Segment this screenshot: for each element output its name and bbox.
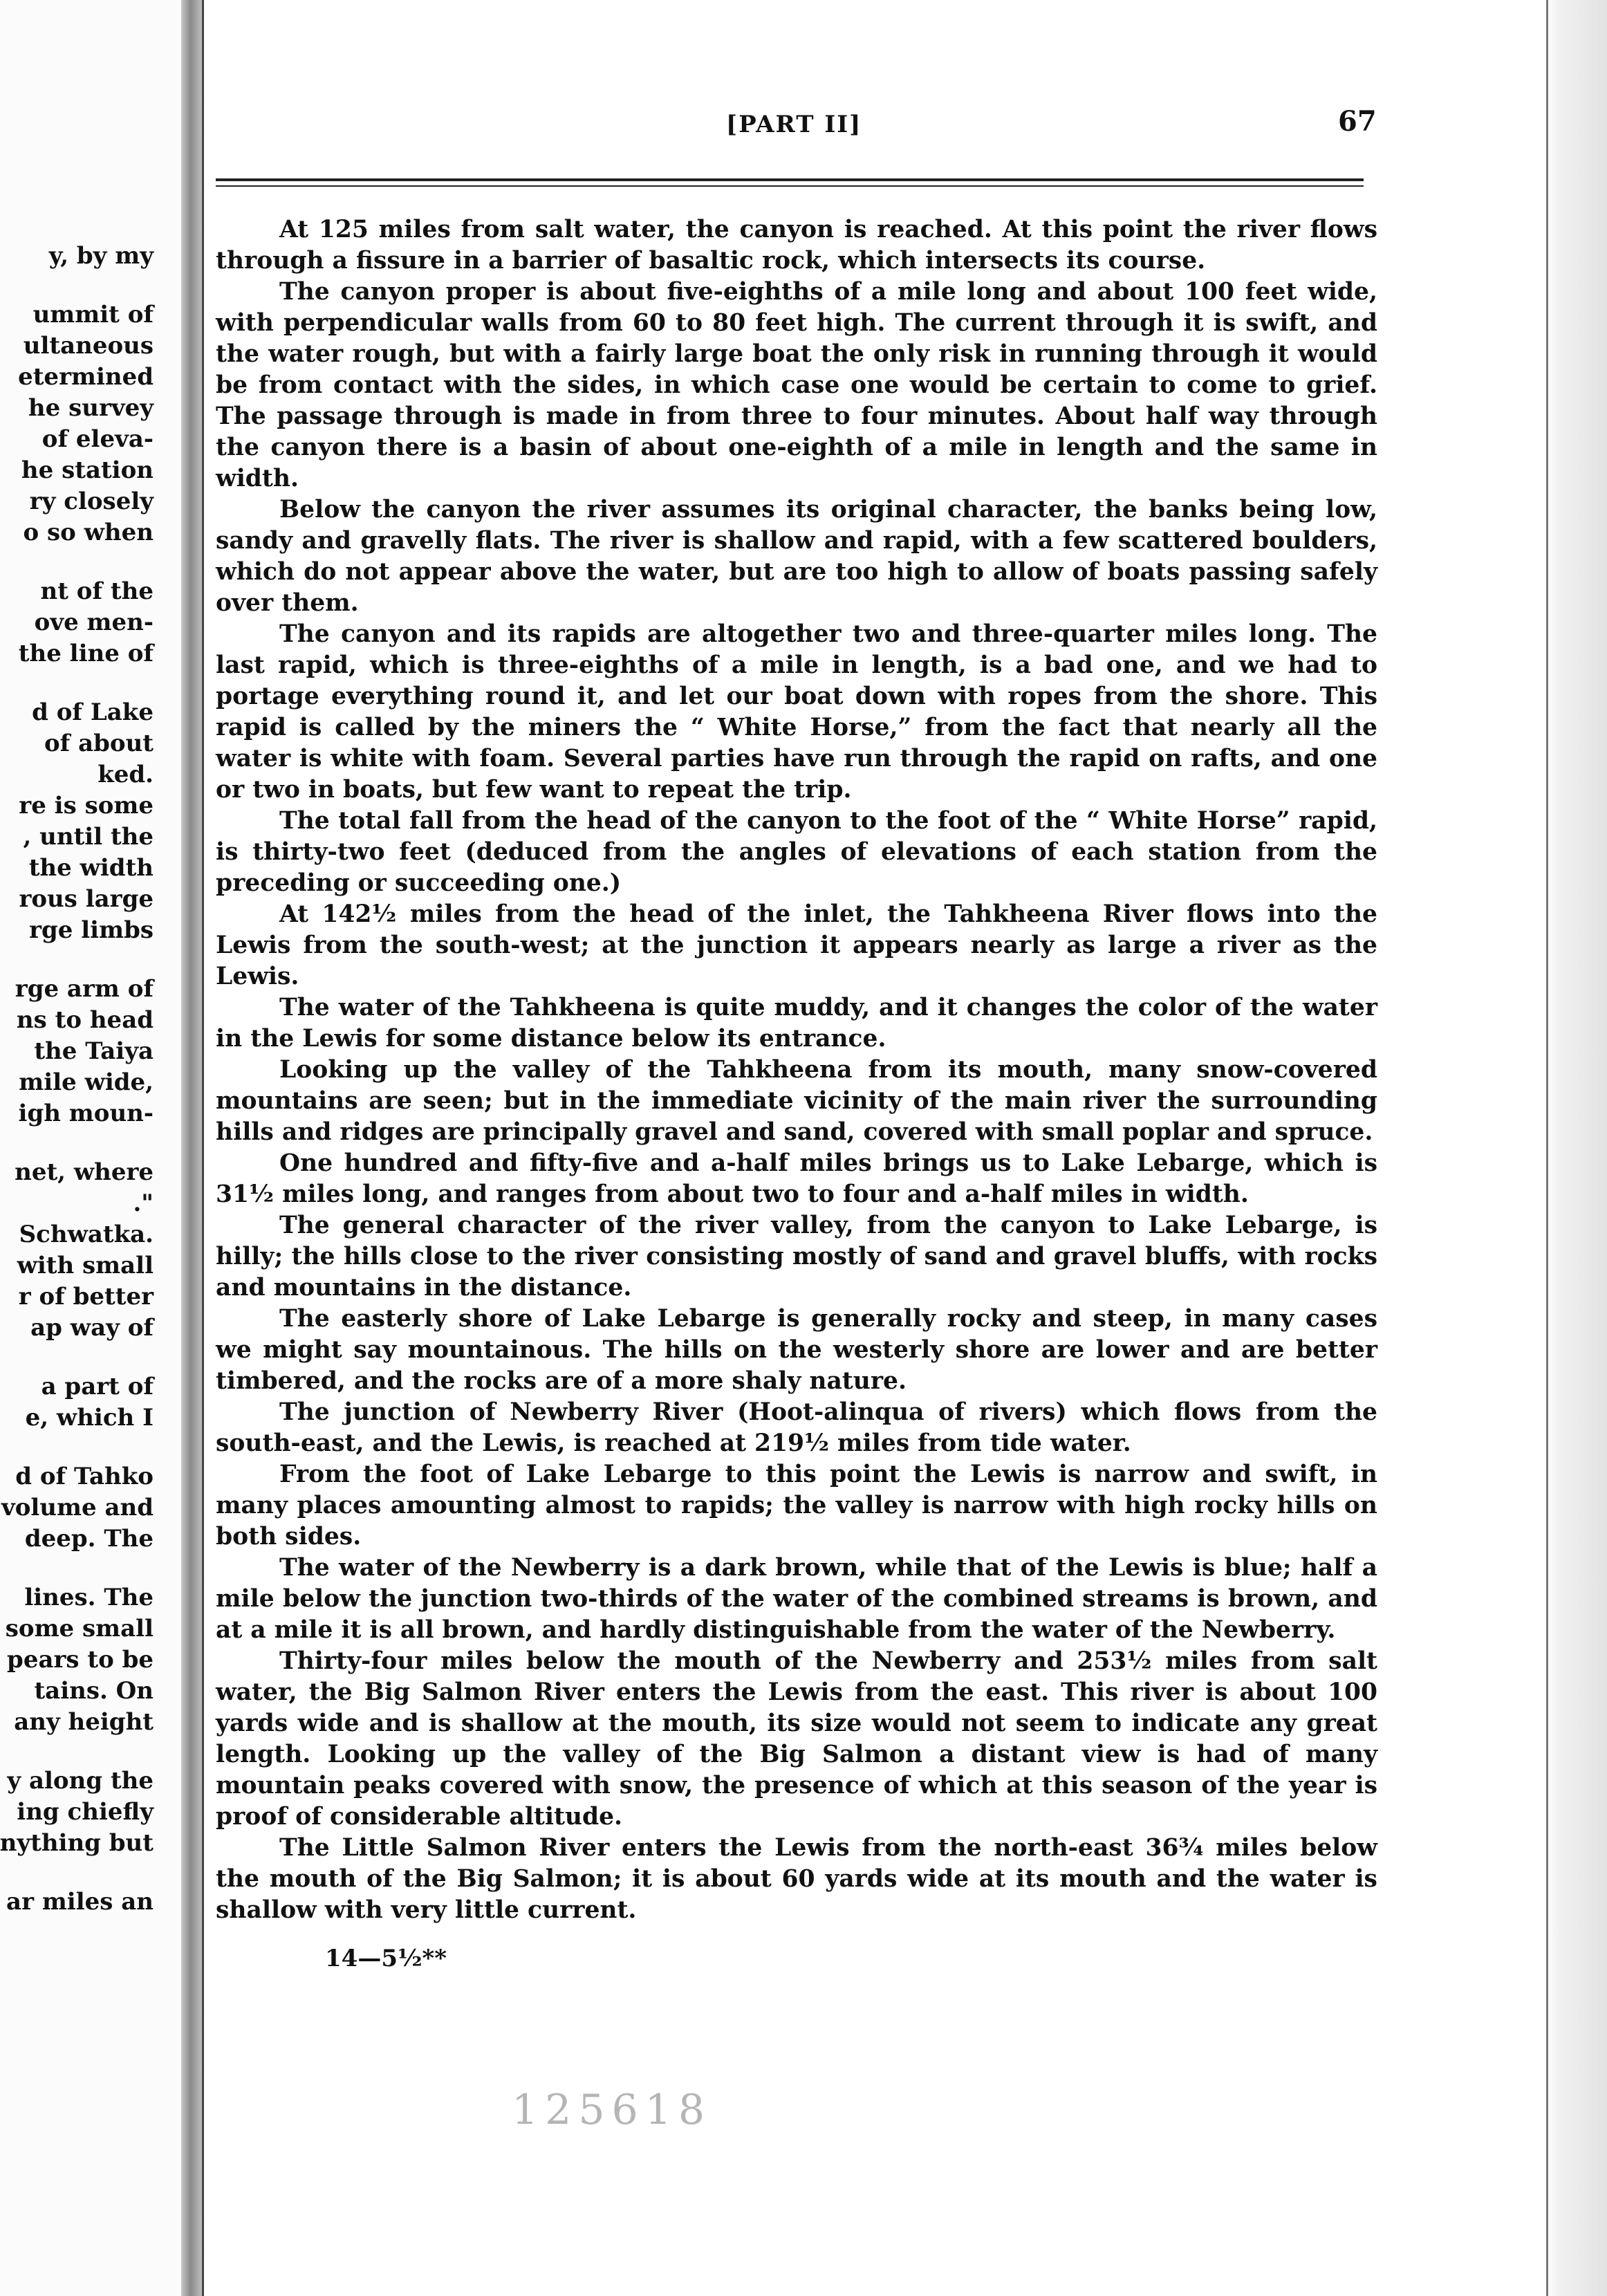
facing-page-line: he survey xyxy=(28,394,154,422)
facing-page-line: ultaneous xyxy=(23,332,154,360)
facing-page-line: any height xyxy=(14,1708,154,1736)
facing-page-line: d of Lake xyxy=(32,698,154,726)
facing-page-line: of about xyxy=(44,730,154,757)
facing-page-line: nt of the xyxy=(40,577,154,605)
page-gutter xyxy=(181,0,202,2296)
facing-page-line: with small xyxy=(17,1252,154,1279)
facing-page-line: rge arm of xyxy=(15,975,154,1003)
facing-page-line: he station xyxy=(21,456,154,484)
paragraph: At 142½ miles from the head of the inlet, the Tahkheena River flows into the Lewis from the south-west; at the junction it appears nearly as large a river as the Lewis. xyxy=(216,900,1377,990)
facing-page-line: nything but xyxy=(0,1829,154,1857)
page-edge-rule xyxy=(1546,0,1548,2296)
header-rule-thin xyxy=(216,185,1364,187)
facing-page-line: mile wide, xyxy=(19,1068,154,1096)
facing-page-line: Schwatka. xyxy=(19,1221,154,1248)
facing-page-line: the Taiya xyxy=(34,1037,154,1065)
paragraph: The easterly shore of Lake Lebarge is generally rocky and steep, in many cases we might say mountainous. The hills on the westerly shore are lower and are better timbered, and the rocks are of a more shaly nature. xyxy=(216,1305,1377,1395)
facing-page-line: a part of xyxy=(41,1373,154,1400)
paragraph: The total fall from the head of the canyon to the foot of the “ White Horse” rapid, is thirty-two feet (deduced from the angles of elevations of each station from the preceding or succeeding one.) xyxy=(216,807,1377,897)
facing-page-line: etermined xyxy=(18,363,154,391)
paragraph: The general character of the river valley, from the canyon to Lake Lebarge, is hilly; the hills close to the river consisting mostly of sand and gravel bluffs, with rocks and mountains in the distance. xyxy=(216,1212,1377,1302)
facing-page-line: d of Tahko xyxy=(15,1463,154,1490)
paragraph: Thirty-four miles below the mouth of the Newberry and 253½ miles from salt water, the Big Salmon River enters the Lewis from the east. This river is about 100 yards wide and is shallow at the mouth, its size would not seem to indicate any great length. Looking up the valley of the Big Salmon a distant view is had of many mountain peaks covered with snow, the presence of which at this season of the year is proof of considerable altitude. xyxy=(216,1647,1377,1831)
body-text xyxy=(216,214,1377,1926)
facing-page-line: r of better xyxy=(18,1283,154,1311)
facing-page-line: tains. On xyxy=(34,1677,154,1705)
stamp-number: 125618 xyxy=(512,2086,712,2134)
facing-page-line: rous large xyxy=(19,885,154,913)
facing-page-line: igh moun- xyxy=(18,1100,154,1127)
facing-page-line: ing chiefly xyxy=(17,1798,154,1826)
facing-page-line: the line of xyxy=(18,640,154,667)
facing-page-line: volume and xyxy=(1,1494,154,1521)
paragraph: From the foot of Lake Lebarge to this point the Lewis is narrow and swift, in many places amounting almost to rapids; the valley is narrow with high rocky hills on both sides. xyxy=(216,1461,1377,1550)
facing-page-line: ummit of xyxy=(32,301,154,328)
facing-page-line: e, which I xyxy=(25,1404,154,1432)
facing-page-line: ns to head xyxy=(16,1006,154,1034)
facing-page-line: ." xyxy=(133,1189,154,1217)
paragraph: The water of the Tahkheena is quite muddy, and it changes the color of the water in the Lewis for some distance below its entrance. xyxy=(216,994,1377,1053)
facing-page-line: lines. The xyxy=(24,1584,154,1611)
facing-page-line: ry closely xyxy=(29,488,154,515)
page-edge xyxy=(1546,0,1607,2296)
paragraph: Looking up the valley of the Tahkheena from its mouth, many snow-covered mountains are seen; but in the immediate vicinity of the main river the surrounding hills and ridges are principally gravel and sand, covered with small poplar and spruce. xyxy=(216,1056,1377,1146)
paragraph: The canyon proper is about five-eighths of a mile long and about 100 feet wide, with perpendicular walls from 60 to 80 feet high. The current through it is swift, and the water rough, but with a fairly large boat the only risk in running through it would be from contact with the sides, in which case one would be certain to come to grief. The passage through is made in from three to four minutes. About half way through the canyon there is a basin of about one-eighth of a mile in length and the same in width. xyxy=(216,278,1377,492)
facing-page-line: ked. xyxy=(97,761,154,788)
facing-page-line: ar miles an xyxy=(6,1888,154,1916)
page-number: 67 xyxy=(1338,105,1377,138)
facing-page-line: , until the xyxy=(23,823,154,851)
paragraph: The Little Salmon River enters the Lewis from the north-east 36¾ miles below the mouth of the Big Salmon; it is about 60 yards wide at its mouth and the water is shallow with very little current. xyxy=(216,1834,1377,1924)
facing-page-line: re is some xyxy=(19,792,154,820)
gutter-rule xyxy=(202,0,204,2296)
facing-page-line: the width xyxy=(28,854,154,882)
facing-page-line: ap way of xyxy=(30,1314,154,1342)
facing-page-line: ove men- xyxy=(34,609,154,636)
facing-page xyxy=(0,0,181,2296)
paragraph: One hundred and fifty-five and a-half miles brings us to Lake Lebarge, which is 31½ miles long, and ranges from about two to four and a-half miles in width. xyxy=(216,1149,1377,1208)
header-rule-thick xyxy=(216,178,1364,181)
paragraph: The water of the Newberry is a dark brown, while that of the Lewis is blue; half a mile below the junction two-thirds of the water of the combined streams is brown, and at a mile it is all brown, and hardly distinguishable from the water of the Newberry. xyxy=(216,1554,1377,1644)
facing-page-line: rge limbs xyxy=(29,916,154,944)
facing-page-line: net, where xyxy=(15,1158,154,1186)
paragraph: Below the canyon the river assumes its original character, the banks being low, sandy and gravelly flats. The river is shallow and rapid, with a few scattered boulders, which do not appear above the water, but are too high to allow of boats passing safely over them. xyxy=(216,496,1377,617)
printer-signature: 14—5½** xyxy=(325,1945,447,1972)
paragraph: The canyon and its rapids are altogether two and three-quarter miles long. The last rapid, which is three-eighths of a mile in length, is a bad one, and we had to portage everything round it, and let our boat down with ropes from the shore. This rapid is called by the miners the “ White Horse,” from the fact that nearly all the water is white with foam. Several parties have run through the rapid on rafts, and one or two in boats, but few want to repeat the trip. xyxy=(216,620,1377,804)
facing-page-line: o so when xyxy=(23,519,154,546)
facing-page-line: y along the xyxy=(7,1767,154,1795)
facing-page-line: pears to be xyxy=(7,1646,154,1674)
paragraph: At 125 miles from salt water, the canyon is reached. At this point the river flows through a fissure in a barrier of basaltic rock, which intersects its course. xyxy=(216,216,1377,275)
facing-page-line: y, by my xyxy=(48,242,154,270)
facing-page-line: some small xyxy=(5,1615,154,1642)
paragraph: The junction of Newberry River (Hoot-alinqua of rivers) which flows from the south-east, and the Lewis, is reached at 219½ miles from tide water. xyxy=(216,1398,1377,1457)
facing-page-line: deep. The xyxy=(24,1525,154,1553)
part-label: [PART II] xyxy=(726,111,862,138)
facing-page-line: of eleva- xyxy=(41,425,154,453)
